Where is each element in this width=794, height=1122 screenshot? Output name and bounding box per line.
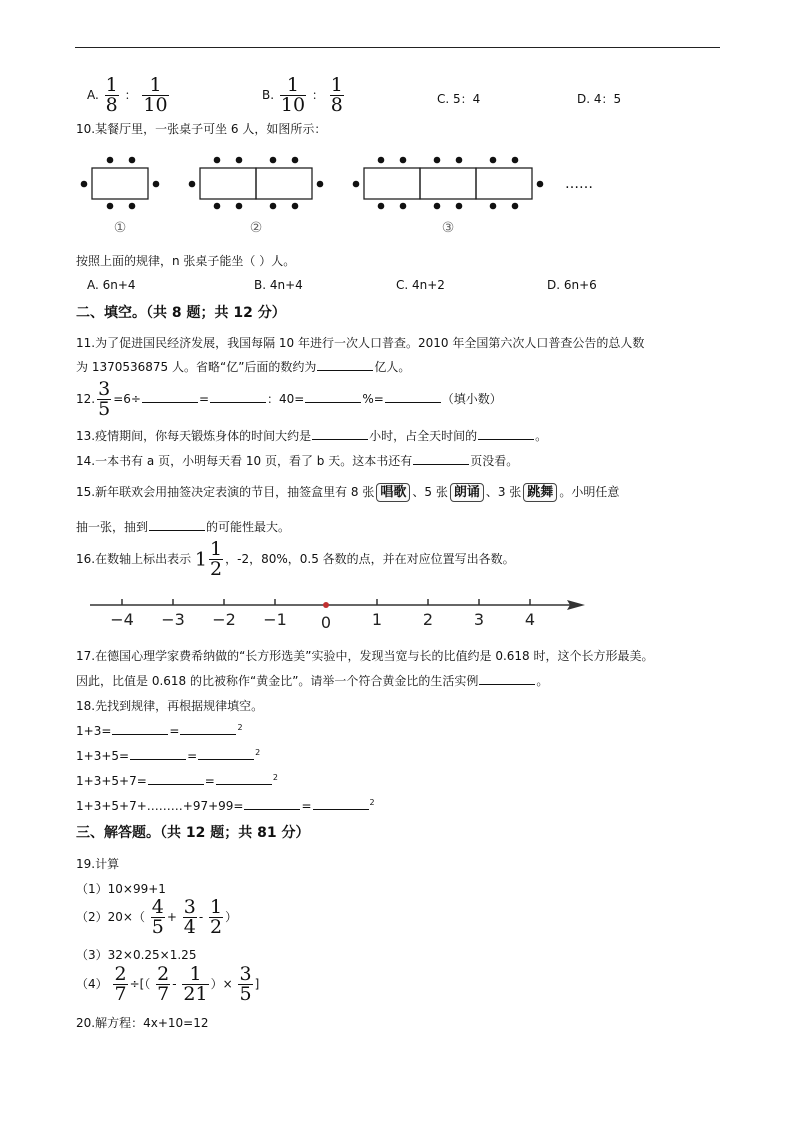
answer-blank[interactable] — [210, 391, 266, 403]
q11-line2: 为 1370536875 人。省略“亿”后面的数约为 亿人。 — [76, 360, 411, 374]
tick-label: −2 — [212, 610, 236, 629]
q19-title: 19.计算 — [76, 857, 120, 871]
q9-option-c[interactable]: C. 5：4 — [437, 92, 481, 106]
fraction: $\frac{1}{10}$ — [143, 74, 168, 116]
table-rect — [420, 168, 476, 199]
fraction: $\frac{2}{7}$ — [114, 963, 127, 1005]
answer-blank[interactable] — [244, 798, 300, 810]
answer-blank[interactable] — [130, 748, 186, 760]
q19-part-1: （1）10×99+1 — [76, 882, 166, 896]
tick-label: 3 — [473, 610, 485, 629]
q11-line1: 11.为了促进国民经济发展，我国每隔 10 年进行一次人口普查。2010 年全国第六次人口普查公告的总人数 — [76, 336, 645, 350]
answer-blank[interactable] — [479, 673, 535, 685]
fraction: $\frac{1}{8}$ — [330, 74, 343, 116]
answer-blank[interactable] — [317, 359, 373, 371]
q18-row-2: 1+3+5= = $^2$ — [76, 748, 261, 763]
q18-row-1: 1+3= = $^2$ — [76, 723, 243, 738]
tick-label: 2 — [422, 610, 434, 629]
card-recite: 朗诵 — [450, 483, 484, 502]
figure-label-3: ③ — [441, 220, 455, 236]
card-dance: 跳舞 — [523, 483, 557, 502]
card-sing: 唱歌 — [376, 483, 410, 502]
tick-label: 1 — [371, 610, 383, 629]
answer-blank[interactable] — [413, 453, 469, 465]
q16: 16.在数轴上标出表示 1 $\frac{1}{2}$ ，-2，80%，0.5 各数的点，并在对应位置写出各数。 — [76, 538, 515, 580]
tick-label: 4 — [524, 610, 536, 629]
answer-blank[interactable] — [180, 723, 236, 735]
fraction: $\frac{1}{2}$ — [210, 896, 223, 938]
table-seating-diagram — [70, 148, 630, 238]
q20: 20.解方程：4x+10=12 — [76, 1016, 209, 1030]
q10-question: 按照上面的规律，n 张桌子能坐（ ）人。 — [76, 254, 296, 268]
fraction: $\frac{1}{8}$ — [105, 74, 118, 116]
fraction: $\frac{1}{21}$ — [183, 963, 208, 1005]
q19-part-3: （3）32×0.25×1.25 — [76, 948, 197, 962]
q17-line2: 因此，比值是 0.618 的比被称作“黄金比”。请举一个符合黄金比的生活实例 。 — [76, 674, 549, 688]
answer-blank[interactable] — [216, 773, 272, 785]
q19-part-4: （4） $\frac{2}{7}$ ÷[（ $\frac{2}{7}$ - $\frac{1}{21}$ ）× $\frac{3}{5}$ ] — [76, 963, 260, 1005]
answer-blank[interactable] — [305, 391, 361, 403]
section-2-heading: 二、填空。（共 8 题；共 12 分） — [76, 305, 286, 321]
answer-blank[interactable] — [313, 798, 369, 810]
q10-option-c[interactable]: C. 4n+2 — [396, 278, 445, 292]
q13: 13.疫情期间，你每天锻炼身体的时间大约是 小时，占全天时间的 。 — [76, 429, 548, 443]
fraction: $\frac{3}{5}$ — [239, 963, 252, 1005]
table-rect — [364, 168, 420, 199]
figure-label-2: ② — [249, 220, 263, 236]
q9-option-d[interactable]: D. 4：5 — [577, 92, 622, 106]
q14: 14.一本书有 a 页，小明每天看 10 页，看了 b 天。这本书还有 页没看。 — [76, 454, 519, 468]
answer-blank[interactable] — [385, 391, 441, 403]
q15-line2: 抽一张，抽到 的可能性最大。 — [76, 520, 291, 534]
answer-blank[interactable] — [478, 428, 534, 440]
q12: 12. $\frac{3}{5}$ =6÷ = ：40= %= （填小数） — [76, 378, 502, 420]
q15-line1: 15.新年联欢会用抽签决定表演的节目，抽签盒里有 8 张 唱歌 、5 张 朗诵 、3 张 跳舞 。小明任意 — [76, 485, 620, 500]
answer-blank[interactable] — [149, 519, 205, 531]
q10-option-d[interactable]: D. 6n+6 — [547, 278, 597, 292]
table-rect — [92, 168, 148, 199]
tick-label: −1 — [263, 610, 287, 629]
q19-part-2: （2）20×（ $\frac{4}{5}$ + $\frac{3}{4}$ - $\frac{1}{2}$ ） — [76, 896, 238, 938]
section-3-heading: 三、解答题。（共 12 题；共 81 分） — [76, 825, 310, 841]
fraction: $\frac{2}{7}$ — [157, 963, 170, 1005]
q10-option-b[interactable]: B. 4n+4 — [254, 278, 303, 292]
answer-blank[interactable] — [142, 391, 198, 403]
figure-label-1: ① — [113, 220, 127, 236]
fraction: $\frac{4}{5}$ — [151, 896, 164, 938]
tick-label: −4 — [110, 610, 134, 629]
q18-row-3: 1+3+5+7= = $^2$ — [76, 773, 278, 788]
q10-text: 10.某餐厅里，一张桌子可坐 6 人，如图所示： — [76, 122, 327, 136]
q9-option-a[interactable]: A. $\frac{1}{8}$ ： $\frac{1}{10}$ — [87, 74, 168, 116]
answer-blank[interactable] — [148, 773, 204, 785]
fraction: $\frac{3}{5}$ — [98, 378, 111, 420]
answer-blank[interactable] — [112, 723, 168, 735]
answer-blank[interactable] — [312, 428, 368, 440]
table-rect — [256, 168, 312, 199]
q9-option-b[interactable]: B. $\frac{1}{10}$ ： $\frac{1}{8}$ — [262, 74, 343, 116]
q18-title: 18.先找到规律，再根据规律填空。 — [76, 699, 264, 713]
fraction: $\frac{1}{2}$ — [210, 538, 223, 580]
origin-dot — [323, 602, 329, 608]
table-rect — [476, 168, 532, 199]
ellipsis: …… — [565, 176, 593, 192]
header-rule — [75, 47, 720, 48]
q17-line1: 17.在德国心理学家费希纳做的“长方形选美”实验中，发现当宽与长的比值约是 0.618 时，这个长方形最美。 — [76, 649, 654, 663]
number-line[interactable] — [85, 592, 595, 632]
answer-blank[interactable] — [198, 748, 254, 760]
fraction: $\frac{1}{10}$ — [280, 74, 306, 116]
tick-label: −3 — [161, 610, 185, 629]
q10-option-a[interactable]: A. 6n+4 — [87, 278, 136, 292]
fraction: $\frac{3}{4}$ — [183, 896, 196, 938]
tick-label: 0 — [320, 613, 332, 632]
q18-row-4: 1+3+5+7+………+97+99= = $^2$ — [76, 798, 375, 813]
table-rect — [200, 168, 256, 199]
